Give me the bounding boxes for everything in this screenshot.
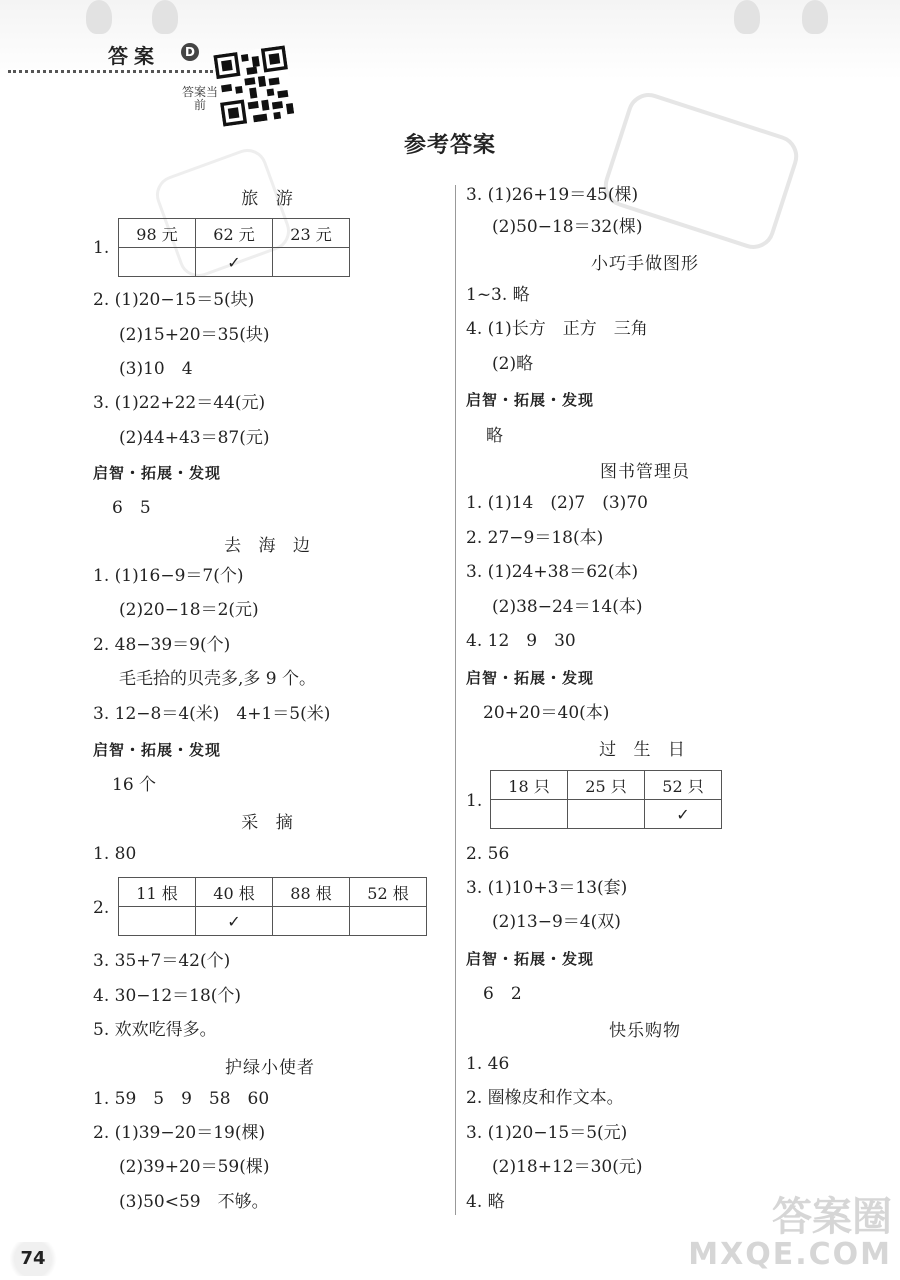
answer-line: 2. 27−9＝18(本) xyxy=(466,528,604,548)
answer-line: 3. 35+7＝42(个) xyxy=(93,951,231,971)
qr-code-icon[interactable] xyxy=(213,45,294,126)
answer-line: 5. 欢欢吃得多。 xyxy=(93,1020,217,1040)
answer-line: (2)略 xyxy=(492,354,534,374)
answer-line: 4. 12 9 30 xyxy=(466,631,576,651)
answer-line: 1. 59 5 9 58 60 xyxy=(93,1089,270,1109)
tree-decoration xyxy=(152,0,178,34)
question-number: 1. xyxy=(466,791,483,811)
answer-line: 3. (1)20−15＝5(元) xyxy=(466,1123,628,1143)
header-divider xyxy=(8,70,213,73)
answer-table xyxy=(118,877,427,936)
answer-line: 3. (1)24+38＝62(本) xyxy=(466,562,639,582)
answer-line: 3. 12−8＝4(米) 4+1＝5(米) xyxy=(93,704,331,724)
section-title: 快乐购物 xyxy=(609,1021,681,1041)
table-mark-cell xyxy=(350,907,427,936)
answer-line: 1. (1)14 (2)7 (3)70 xyxy=(466,493,648,513)
table-mark-cell xyxy=(568,800,645,829)
answer-line: 6 2 xyxy=(483,984,522,1004)
question-number: 2. xyxy=(93,898,110,918)
answer-line: 1. (1)16−9＝7(个) xyxy=(93,566,244,586)
answer-line: 1~3. 略 xyxy=(466,285,530,305)
table-header-cell: 25 只 xyxy=(568,771,645,800)
answer-line: 2. 48−39＝9(个) xyxy=(93,635,231,655)
table-mark-cell xyxy=(119,907,196,936)
site-watermark xyxy=(688,1194,892,1274)
answer-line: 略 xyxy=(486,426,503,446)
extension-heading: 启智・拓展・发现 xyxy=(466,669,595,687)
table-header-cell: 52 根 xyxy=(350,878,427,907)
answer-line: (2)18+12＝30(元) xyxy=(492,1157,643,1177)
page-title: 参考答案 xyxy=(403,133,496,158)
answer-line: 3. (1)10+3＝13(套) xyxy=(466,878,628,898)
answer-line: (2)20−18＝2(元) xyxy=(119,600,259,620)
answer-line: 2. 圈橡皮和作文本。 xyxy=(466,1088,624,1108)
answer-line: 3. (1)22+22＝44(元) xyxy=(93,393,266,413)
table-header-cell: 98 元 xyxy=(119,219,196,248)
table-mark-cell xyxy=(273,907,350,936)
extension-heading: 启智・拓展・发现 xyxy=(93,741,222,759)
answer-line: (3)50<59 不够。 xyxy=(119,1192,269,1212)
section-title: 护绿小使者 xyxy=(225,1058,315,1078)
table-header-cell: 40 根 xyxy=(196,878,273,907)
tree-decoration xyxy=(86,0,112,34)
table-mark-cell: ✓ xyxy=(196,248,273,277)
section-title: 图书管理员 xyxy=(600,462,690,482)
answer-line: (2)50−18＝32(棵) xyxy=(492,217,643,237)
answer-table xyxy=(118,218,350,277)
table-mark-cell: ✓ xyxy=(196,907,273,936)
answer-line: (2)44+43＝87(元) xyxy=(119,428,270,448)
header-badge: D xyxy=(181,43,199,61)
watermark-logo-text: 答案圈 xyxy=(772,1194,892,1240)
answer-line: 2. 56 xyxy=(466,844,510,864)
answer-line: (2)39+20＝59(棵) xyxy=(119,1157,270,1177)
answer-line: 毛毛拾的贝壳多,多 9 个。 xyxy=(119,669,317,689)
table-mark-cell xyxy=(491,800,568,829)
answer-table xyxy=(490,770,722,829)
table-mark-cell xyxy=(119,248,196,277)
table-header-cell: 18 只 xyxy=(491,771,568,800)
table-header-cell: 88 根 xyxy=(273,878,350,907)
section-title: 采 摘 xyxy=(241,813,299,833)
answer-line: (2)15+20＝35(块) xyxy=(119,325,270,345)
answer-line: 2. (1)20−15＝5(块) xyxy=(93,290,255,310)
table-header-cell: 11 根 xyxy=(119,878,196,907)
answer-line: 4. (1)长方 正方 三角 xyxy=(466,319,648,339)
answer-line: (3)10 4 xyxy=(119,359,193,379)
answer-line: 3. (1)26+19＝45(棵) xyxy=(466,185,639,205)
answer-line: 4. 30−12＝18(个) xyxy=(93,986,242,1006)
section-title: 过 生 日 xyxy=(599,740,691,760)
qr-caption: 答案当前 xyxy=(182,85,219,112)
answer-line: 20+20＝40(本) xyxy=(483,703,610,723)
answer-line: (2)13−9＝4(双) xyxy=(492,912,621,932)
extension-heading: 启智・拓展・发现 xyxy=(466,391,595,409)
table-mark-cell xyxy=(273,248,350,277)
answer-line: 16 个 xyxy=(112,775,157,795)
question-number: 1. xyxy=(93,238,110,258)
column-divider xyxy=(455,185,456,1215)
watermark-site-text: MXQE.COM xyxy=(688,1237,892,1272)
table-header-cell: 23 元 xyxy=(273,219,350,248)
tree-decoration xyxy=(734,0,760,34)
answer-line: 1. 80 xyxy=(93,844,137,864)
section-title: 旅 游 xyxy=(241,189,299,209)
answer-line: 6 5 xyxy=(112,498,151,518)
section-title: 去 海 边 xyxy=(224,536,316,556)
header-label: 答案 xyxy=(108,44,160,68)
section-title: 小巧手做图形 xyxy=(591,254,699,274)
page-number: 74 xyxy=(4,1242,62,1276)
answer-line: (2)38−24＝14(本) xyxy=(492,597,643,617)
table-header-cell: 62 元 xyxy=(196,219,273,248)
answer-line: 1. 46 xyxy=(466,1054,510,1074)
extension-heading: 启智・拓展・发现 xyxy=(466,950,595,968)
tree-decoration xyxy=(802,0,828,34)
answer-line: 4. 略 xyxy=(466,1192,505,1212)
table-mark-cell: ✓ xyxy=(645,800,722,829)
table-header-cell: 52 只 xyxy=(645,771,722,800)
answer-line: 2. (1)39−20＝19(棵) xyxy=(93,1123,266,1143)
extension-heading: 启智・拓展・发现 xyxy=(93,464,222,482)
